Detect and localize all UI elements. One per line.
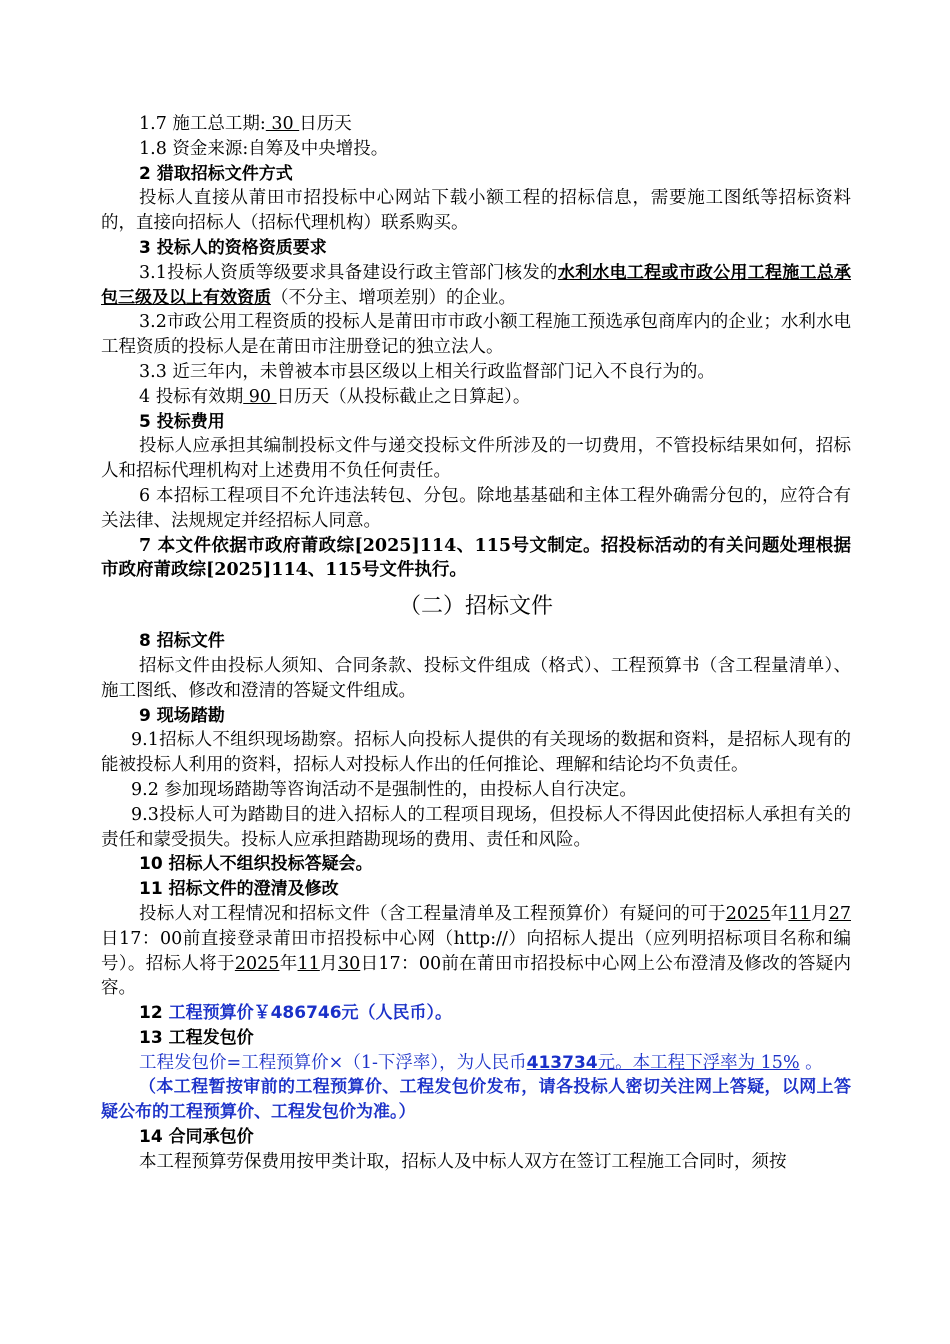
heading-5: 5 投标费用 [139, 411, 225, 432]
clause-text: 月 [810, 903, 829, 924]
clause-text: 4 投标有效期 [139, 386, 244, 407]
validity-days: 90 [243, 386, 277, 407]
clause-1-7 [101, 112, 851, 137]
heading-11: 11 招标文件的澄清及修改 [139, 879, 339, 900]
clause-text: 投标人对工程情况和招标文件（含工程量清单及工程预算价）有疑问的可于 [139, 903, 726, 924]
answer-year: 2025 [234, 953, 280, 974]
heading-12 [101, 1001, 851, 1026]
clause-text: 日17：00前直接登录莆田市招投标中心网（http://）向招标人提出（应列明招标项目名称和编号）。招标人将于 [101, 928, 851, 974]
clause-4 [101, 385, 851, 410]
deadline-year: 2025 [725, 903, 771, 924]
clause-number: 12 [139, 1003, 169, 1024]
clause-text: 1.7 施工总工期: [139, 114, 266, 134]
answer-day: 30 [337, 953, 361, 974]
section-title: （二）招标文件 [398, 594, 553, 620]
heading-13: 13 工程发包价 [139, 1027, 254, 1048]
heading-2: 2 猎取招标文件方式 [139, 163, 293, 184]
heading-8: 8 招标文件 [139, 631, 225, 652]
budget-price: 工程预算价￥486746元（人民币）。 [168, 1003, 453, 1024]
clause-9-2: 9.2 参加现场踏勘等咨询活动不是强制性的，由投标人自行决定。 [131, 779, 637, 800]
answer-month: 11 [297, 953, 320, 974]
clause-text: 年 [279, 953, 298, 974]
clause-text: 月 [319, 953, 338, 974]
clause-5-body: 投标人应承担其编制投标文件与递交投标文件所涉及的一切费用，不管投标结果如何，招标人和招标代理机构对上述费用不负任何责任。 [101, 436, 851, 482]
deadline-day: 27 [828, 903, 851, 924]
deadline-month: 11 [788, 903, 811, 924]
price-unit: 元。本工程下浮率为 [597, 1052, 756, 1073]
clause-7: 7 本文件依据市政府莆政综[2025]114、115号文制定。招投标活动的有关问题处理根据市政府莆政综[2025]114、115号文件执行。 [101, 535, 851, 581]
qualification-requirement: 水利水电工程或市政公用工程施工总承包三级及以上有效资质 [101, 262, 851, 308]
discount-rate: 15% [755, 1052, 800, 1073]
clause-13-note: （本工程暂按审前的工程预算价、工程发包价发布，请各投标人密切关注网上答疑，以网上答疑公布的工程预算价、工程发包价为准。） [101, 1077, 851, 1123]
contract-price: 413734 [526, 1052, 598, 1073]
clause-8-body: 招标文件由投标人须知、合同条款、投标文件组成（格式）、工程预算书（含工程量清单）、施工图纸、修改和澄清的答疑文件组成。 [101, 655, 851, 701]
clause-9-1: 9.1招标人不组织现场勘察。招标人向投标人提供的有关现场的数据和资料，是招标人现有的能被投标人利用的资料，招标人对投标人作出的任何推论、理解和结论均不负责任。 [101, 730, 851, 776]
clause-text: 年 [770, 903, 789, 924]
clause-text: 日历天 [299, 114, 352, 134]
clause-text: 工程发包价=工程预算价×（1-下浮率），为人民币 [139, 1052, 527, 1073]
clause-2-body: 投标人直接从莆田市招投标中心网站下载小额工程的招标信息，需要施工图纸等招标资料的，直接向招标人（招标代理机构）联系购买。 [101, 188, 851, 234]
clause-text: 3.1投标人资质等级要求具备建设行政主管部门核发的 [139, 262, 558, 283]
clause-text: 日17：00前在莆田市招投标中心网上公布澄清及修改的答疑内容。 [101, 953, 852, 999]
clause-text: 日历天（从投标截止之日算起）。 [276, 386, 531, 407]
heading-9: 9 现场踏勘 [139, 705, 225, 726]
clause-14-body: 本工程预算劳保费用按甲类计取，招标人及中标人双方在签订工程施工合同时，须按 [139, 1151, 787, 1172]
clause-9-3: 9.3投标人可为踏勘目的进入招标人的工程项目现场，但投标人不得因此使招标人承担有关的责任和蒙受损失。投标人应承担踏勘现场的费用、责任和风险。 [101, 804, 851, 850]
document-page [101, 112, 851, 1175]
heading-14: 14 合同承包价 [139, 1127, 254, 1148]
clause-1-8: 1.8 资金来源:自筹及中央增投。 [139, 138, 389, 159]
clause-11-body [101, 902, 851, 1001]
clause-text: （不分主、增项差别）的企业。 [271, 287, 516, 308]
clause-3-1 [101, 261, 851, 311]
heading-3: 3 投标人的资格资质要求 [139, 237, 327, 258]
clause-13-body [101, 1051, 851, 1076]
clause-text: 。 [799, 1052, 823, 1073]
clause-6: 6 本招标工程项目不允许违法转包、分包。除地基基础和主体工程外确需分包的，应符合有关法律、法规规定并经招标人同意。 [101, 485, 851, 531]
heading-10: 10 招标人不组织投标答疑会。 [139, 854, 373, 875]
clause-3-2: 3.2市政公用工程资质的投标人是莆田市市政小额工程施工预选承包商库内的企业；水利水电工程资质的投标人是在莆田市注册登记的独立法人。 [101, 312, 851, 358]
duration-days: 30 [265, 114, 300, 134]
clause-3-3: 3.3 近三年内，未曾被本市县区级以上相关行政监督部门记入不良行为的。 [139, 361, 715, 382]
